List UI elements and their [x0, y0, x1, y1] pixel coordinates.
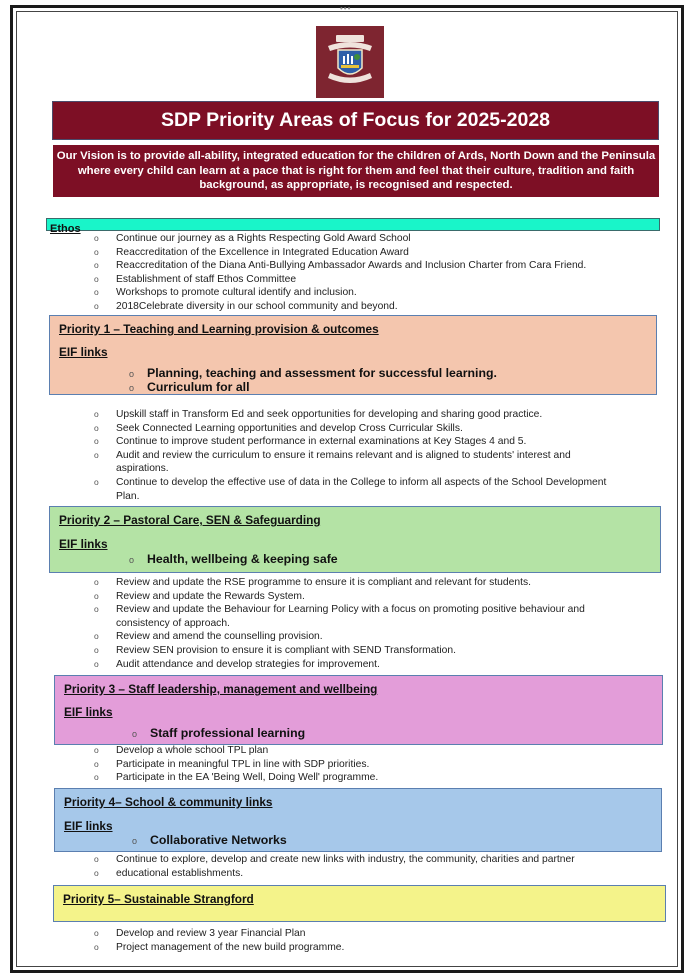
list-item: o Participate in meaningful TPL in line with SDP priorities. — [94, 758, 634, 772]
list-item: o Continue to explore, develop and create new links with industry, the community, charities and partner — [94, 853, 664, 867]
list-item: o Workshops to promote cultural identify and inclusion. — [94, 286, 664, 300]
vision-statement: Our Vision is to provide all-ability, integrated education for the children of Ards, North Down and the Peninsula where every child can learn at a pace that is right for them and feel that their culture, tradition and faith background, as appropriate, is recognised and respected. — [53, 145, 659, 197]
list-item: o Continue to develop the effective use of data in the College to inform all aspects of the School Development Plan. — [94, 476, 624, 503]
priority-2-box — [49, 506, 661, 573]
priority-5-title: Priority 5– Sustainable Strangford — [63, 892, 254, 906]
priority-1-box — [49, 315, 657, 395]
list-item: o 2018Celebrate diversity in our school community and beyond. — [94, 300, 664, 314]
drag-handle-icon[interactable]: ••• — [340, 4, 352, 13]
priority-4-title: Priority 4– School & community links — [64, 795, 273, 809]
priority-2-actions — [94, 576, 634, 671]
list-item: o educational establishments. — [94, 867, 664, 881]
eif-links-list — [132, 726, 305, 740]
eif-link-item: o Planning, teaching and assessment for successful learning. — [129, 366, 497, 380]
list-item: o Review and update the Behaviour for Learning Policy with a focus on promoting positive behaviour and consistency of approach. — [94, 603, 634, 630]
list-item: o Develop and review 3 year Financial Plan — [94, 927, 634, 941]
page-title: SDP Priority Areas of Focus for 2025-2028 — [52, 101, 659, 140]
eif-link-item: o Curriculum for all — [129, 380, 497, 394]
eif-links-list — [132, 833, 287, 847]
eif-link-item: o Staff professional learning — [132, 726, 305, 740]
eif-link-item: o Health, wellbeing & keeping safe — [129, 552, 338, 566]
eif-links-label: EIF links — [59, 537, 108, 551]
priority-5-box — [53, 885, 666, 922]
list-item: o Continue our journey as a Rights Respecting Gold Award School — [94, 232, 664, 246]
ethos-header — [46, 218, 660, 235]
list-item: o Reaccreditation of the Diana Anti-Bullying Ambassador Awards and Inclusion Charter from Cara Friend. — [94, 259, 664, 273]
crest-icon — [316, 26, 384, 98]
list-item: o Develop a whole school TPL plan — [94, 744, 634, 758]
priority-4-actions — [94, 853, 664, 880]
list-item: o Review and update the Rewards System. — [94, 590, 634, 604]
eif-links-label: EIF links — [64, 705, 113, 719]
eif-links-list — [129, 366, 497, 394]
ethos-label: Ethos — [50, 223, 81, 235]
priority-1-actions — [94, 408, 624, 503]
eif-link-item: o Collaborative Networks — [132, 833, 287, 847]
priority-5-actions — [94, 927, 634, 954]
list-item: o Review and amend the counselling provision. — [94, 630, 634, 644]
school-crest-logo — [316, 26, 384, 98]
ethos-list — [94, 232, 664, 314]
list-item: o Reaccreditation of the Excellence in Integrated Education Award — [94, 246, 664, 260]
priority-3-actions — [94, 744, 634, 785]
priority-1-title: Priority 1 – Teaching and Learning provision & outcomes — [59, 322, 379, 336]
eif-links-label: EIF links — [64, 819, 113, 833]
list-item: o Upskill staff in Transform Ed and seek opportunities for developing and sharing good practice. — [94, 408, 624, 422]
priority-2-title: Priority 2 – Pastoral Care, SEN & Safeguarding — [59, 513, 321, 527]
list-item: o Participate in the EA 'Being Well, Doing Well' programme. — [94, 771, 634, 785]
list-item: o Continue to improve student performance in external examinations at Key Stages 4 and 5. — [94, 435, 624, 449]
list-item: o Audit and review the curriculum to ensure it remains relevant and is aligned to students' interest and aspirations. — [94, 449, 624, 476]
eif-links-label: EIF links — [59, 345, 108, 359]
list-item: o Establishment of staff Ethos Committee — [94, 273, 664, 287]
priority-4-box — [54, 788, 662, 852]
list-item: o Seek Connected Learning opportunities and develop Cross Curricular Skills. — [94, 422, 624, 436]
eif-links-list — [129, 552, 338, 566]
list-item: o Project management of the new build programme. — [94, 941, 634, 955]
list-item: o Audit attendance and develop strategies for improvement. — [94, 658, 634, 672]
priority-3-title: Priority 3 – Staff leadership, management and wellbeing — [64, 682, 378, 696]
list-item: o Review and update the RSE programme to ensure it is compliant and relevant for students. — [94, 576, 634, 590]
priority-3-box — [54, 675, 663, 745]
list-item: o Review SEN provision to ensure it is compliant with SEND Transformation. — [94, 644, 634, 658]
